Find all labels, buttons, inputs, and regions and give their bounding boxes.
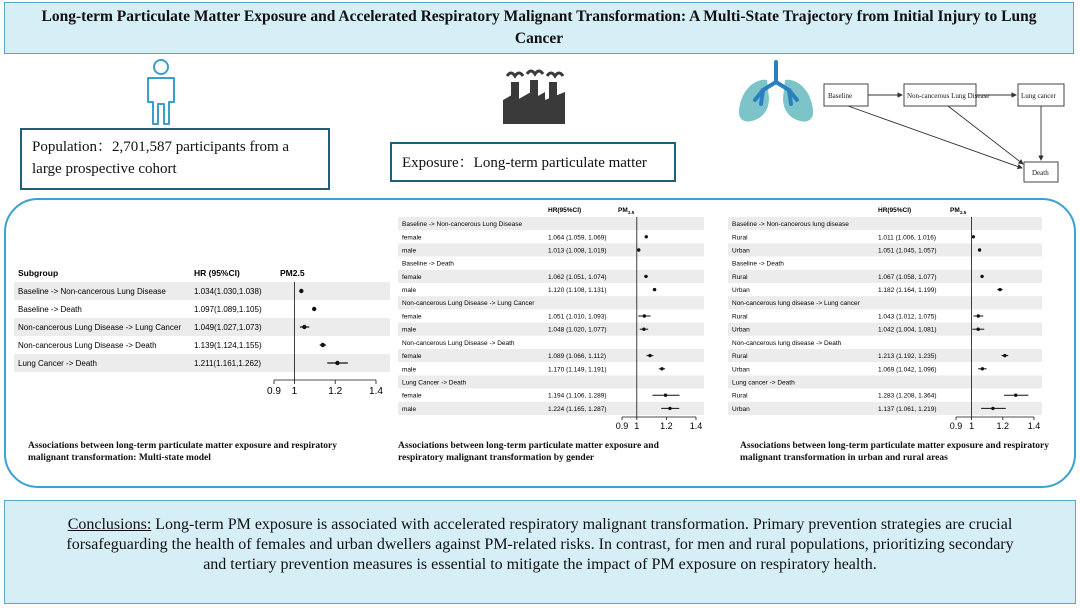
point-estimate xyxy=(991,407,994,410)
point-estimate xyxy=(648,354,651,357)
flow-label-noncancer: Non-cancerous Lung Disease xyxy=(907,92,990,100)
x-tick-label: 0.9 xyxy=(615,421,629,431)
row-hr-text: 1.069 (1.042, 1.096) xyxy=(878,366,937,374)
x-tick-label: 1.2 xyxy=(328,386,343,397)
row-label: female xyxy=(402,392,422,400)
group-header: Baseline -> Non-cancerous Lung Disease xyxy=(402,221,523,228)
row-label: Baseline -> Non-cancerous Lung Disease xyxy=(18,287,166,296)
flow-label-lungcancer: Lung cancer xyxy=(1021,92,1056,100)
col-header-pm-sub: 2.5 xyxy=(628,210,635,215)
x-tick-label: 0.9 xyxy=(267,386,281,397)
row-label: Rural xyxy=(732,273,748,281)
point-estimate xyxy=(972,235,975,238)
row-label: Urban xyxy=(732,287,750,295)
x-tick-label: 1.4 xyxy=(1027,421,1041,431)
row-hr-text: 1.139(1.124,1.155) xyxy=(194,341,262,350)
conclusions-text: Long-term PM exposure is associated with accelerated respiratory malignant transformation. Primary prevention strategies are crucial forsafeguarding the health of females and urban dwellers against PM-related risks. In contrast, for men and rural populations, prioritizing secondary and tertiary prevention measures is essential to mitigate the impact of PM exposure on respiratory health. xyxy=(66,516,1014,573)
x-tick-label: 1 xyxy=(291,386,298,397)
point-estimate xyxy=(642,328,645,331)
multistate-flow-diagram xyxy=(818,78,1080,190)
caption-region: Associations between long-term particulate matter exposure and respiratory malignant transformation in urban and rural areas xyxy=(740,441,1049,463)
group-header: Non-cancerous Lung Disease -> Death xyxy=(402,339,515,347)
row-hr-text: 1.062 (1.051, 1.074) xyxy=(548,273,607,281)
row-hr-text: 1.034(1.030,1.038) xyxy=(194,287,262,296)
row-hr-text: 1.048 (1.020, 1.077) xyxy=(548,326,607,334)
population-text: 2,701,587 participants from a large prospective cohort xyxy=(32,139,290,177)
point-estimate xyxy=(977,314,980,317)
conclusions-label: Conclusions: xyxy=(67,516,152,533)
row-label: male xyxy=(402,247,417,255)
point-estimate xyxy=(660,367,663,370)
point-estimate xyxy=(998,288,1001,291)
forest-plot-region xyxy=(728,202,1058,432)
col-header-hr: HR (95%CI) xyxy=(194,268,240,278)
row-label: Rural xyxy=(732,313,748,321)
row-label: Urban xyxy=(732,366,750,374)
group-header: Lung Cancer -> Death xyxy=(402,379,467,387)
row-hr-text: 1.089 (1.066, 1.112) xyxy=(548,353,607,361)
flow-arrow xyxy=(848,106,1022,168)
group-header: Non-cancerous lung disease -> Lung cancer xyxy=(732,300,860,308)
point-estimate xyxy=(643,314,646,317)
person-icon xyxy=(140,58,182,128)
row-hr-text: 1.170 (1.149, 1.191) xyxy=(548,366,607,374)
population-box xyxy=(20,128,330,190)
row-label: female xyxy=(402,353,422,361)
forest-plot-gender xyxy=(398,202,708,432)
row-label: Non-cancerous Lung Disease -> Death xyxy=(18,341,157,350)
point-estimate xyxy=(1003,354,1006,357)
row-hr-text: 1.064 (1.059, 1.069) xyxy=(548,234,607,242)
point-estimate xyxy=(644,275,647,278)
row-hr-text: 1.043 (1.012, 1.075) xyxy=(878,313,937,321)
row-hr-text: 1.011 (1.006, 1.016) xyxy=(878,234,937,242)
row-label: Rural xyxy=(732,234,748,242)
flow-label-death: Death xyxy=(1032,169,1049,177)
row-hr-text: 1.097(1.089,1.105) xyxy=(194,305,262,314)
row-hr-text: 1.051 (1.045, 1.057) xyxy=(878,247,937,255)
point-estimate xyxy=(312,307,316,311)
row-label: Urban xyxy=(732,247,750,255)
col-header-hr: HR(95%CI) xyxy=(878,207,912,214)
row-hr-text: 1.067 (1.058, 1.077) xyxy=(878,273,937,281)
group-header: Baseline -> Death xyxy=(732,260,784,268)
row-label: Non-cancerous Lung Disease -> Lung Cancer xyxy=(18,323,181,332)
group-header: Baseline -> Death xyxy=(402,260,454,268)
row-label: male xyxy=(402,405,417,413)
conclusions-box xyxy=(4,500,1076,604)
row-label: male xyxy=(402,366,417,374)
exposure-text: Long-term particulate matter xyxy=(473,155,647,171)
point-estimate xyxy=(976,328,979,331)
group-header: Non-cancerous lung disease -> Death xyxy=(732,339,842,347)
row-label: female xyxy=(402,313,422,321)
col-header-pm: PM xyxy=(618,207,628,214)
point-estimate xyxy=(637,248,640,251)
col-header-pm: PM2.5 xyxy=(280,268,305,278)
point-estimate xyxy=(645,235,648,238)
point-estimate xyxy=(321,343,325,347)
x-tick-label: 1.4 xyxy=(689,421,703,431)
point-estimate xyxy=(981,367,984,370)
point-estimate xyxy=(653,288,656,291)
x-tick-label: 1.2 xyxy=(660,421,673,431)
row-label: Urban xyxy=(732,326,750,334)
point-estimate xyxy=(664,394,667,397)
flow-label-baseline: Baseline xyxy=(828,92,853,100)
row-label: male xyxy=(402,326,417,334)
title-text: Long-term Particulate Matter Exposure and Accelerated Respiratory Malignant Transformation: A Multi-State Trajectory from Initial Injury to Lung Cancer xyxy=(41,8,1037,47)
group-header: Non-cancerous Lung Disease -> Lung Cancer xyxy=(402,300,535,308)
row-label: Baseline -> Death xyxy=(18,305,82,314)
factory-icon xyxy=(503,66,565,124)
point-estimate xyxy=(299,289,303,293)
col-header-hr: HR(95%CI) xyxy=(548,207,582,214)
lungs-icon xyxy=(737,60,815,126)
row-hr-text: 1.213 (1.192, 1.235) xyxy=(878,353,937,361)
row-label: female xyxy=(402,273,422,281)
row-label: Rural xyxy=(732,353,748,361)
point-estimate xyxy=(1014,394,1017,397)
group-header: Baseline -> Non-cancerous lung disease xyxy=(732,221,849,228)
x-tick-label: 1 xyxy=(969,421,975,431)
row-hr-text: 1.049(1.027,1.073) xyxy=(194,323,262,332)
row-hr-text: 1.013 (1.008, 1.019) xyxy=(548,247,607,255)
point-estimate xyxy=(978,248,981,251)
row-hr-text: 1.137 (1.061, 1.219) xyxy=(878,405,937,413)
x-tick-label: 1.2 xyxy=(996,421,1010,431)
row-hr-text: 1.224 (1.165, 1.287) xyxy=(548,405,607,413)
col-header-pm: PM xyxy=(950,207,960,214)
caption-multistate: Associations between long-term particulate matter exposure and respiratory malignant transformation: Multi-state model xyxy=(28,441,337,463)
point-estimate xyxy=(302,325,306,329)
row-label: female xyxy=(402,234,422,242)
page-title xyxy=(4,2,1074,54)
point-estimate xyxy=(335,361,339,365)
row-hr-text: 1.283 (1.208, 1.364) xyxy=(878,392,937,400)
population-label: Population： xyxy=(32,139,113,155)
caption-gender: Associations between long-term particulate matter exposure and respiratory malignant transformation by gender xyxy=(398,441,659,463)
x-tick-label: 0.9 xyxy=(949,421,963,431)
group-header: Lung cancer -> Death xyxy=(732,379,795,387)
x-tick-label: 1.4 xyxy=(369,386,383,397)
row-label: Rural xyxy=(732,392,748,400)
col-header-subgroup: Subgroup xyxy=(18,268,59,278)
row-hr-text: 1.194 (1.106, 1.289) xyxy=(548,392,607,400)
row-label: Lung Cancer -> Death xyxy=(18,359,97,368)
col-header-pm-sub: 2.5 xyxy=(960,210,967,215)
row-label: male xyxy=(402,287,417,295)
x-tick-label: 1 xyxy=(634,421,640,431)
forest-plot-multistate xyxy=(12,262,392,402)
row-label: Urban xyxy=(732,405,750,413)
point-estimate xyxy=(980,275,983,278)
row-hr-text: 1.051 (1.010, 1.093) xyxy=(548,313,607,321)
row-hr-text: 1.120 (1.108, 1.131) xyxy=(548,287,607,295)
row-hr-text: 1.042 (1.004, 1.081) xyxy=(878,326,937,334)
row-hr-text: 1.182 (1.164, 1.199) xyxy=(878,287,937,295)
exposure-box xyxy=(390,142,676,182)
row-hr-text: 1.211(1.161,1.262) xyxy=(194,359,262,368)
point-estimate xyxy=(668,407,671,410)
exposure-label: Exposure： xyxy=(402,155,474,171)
